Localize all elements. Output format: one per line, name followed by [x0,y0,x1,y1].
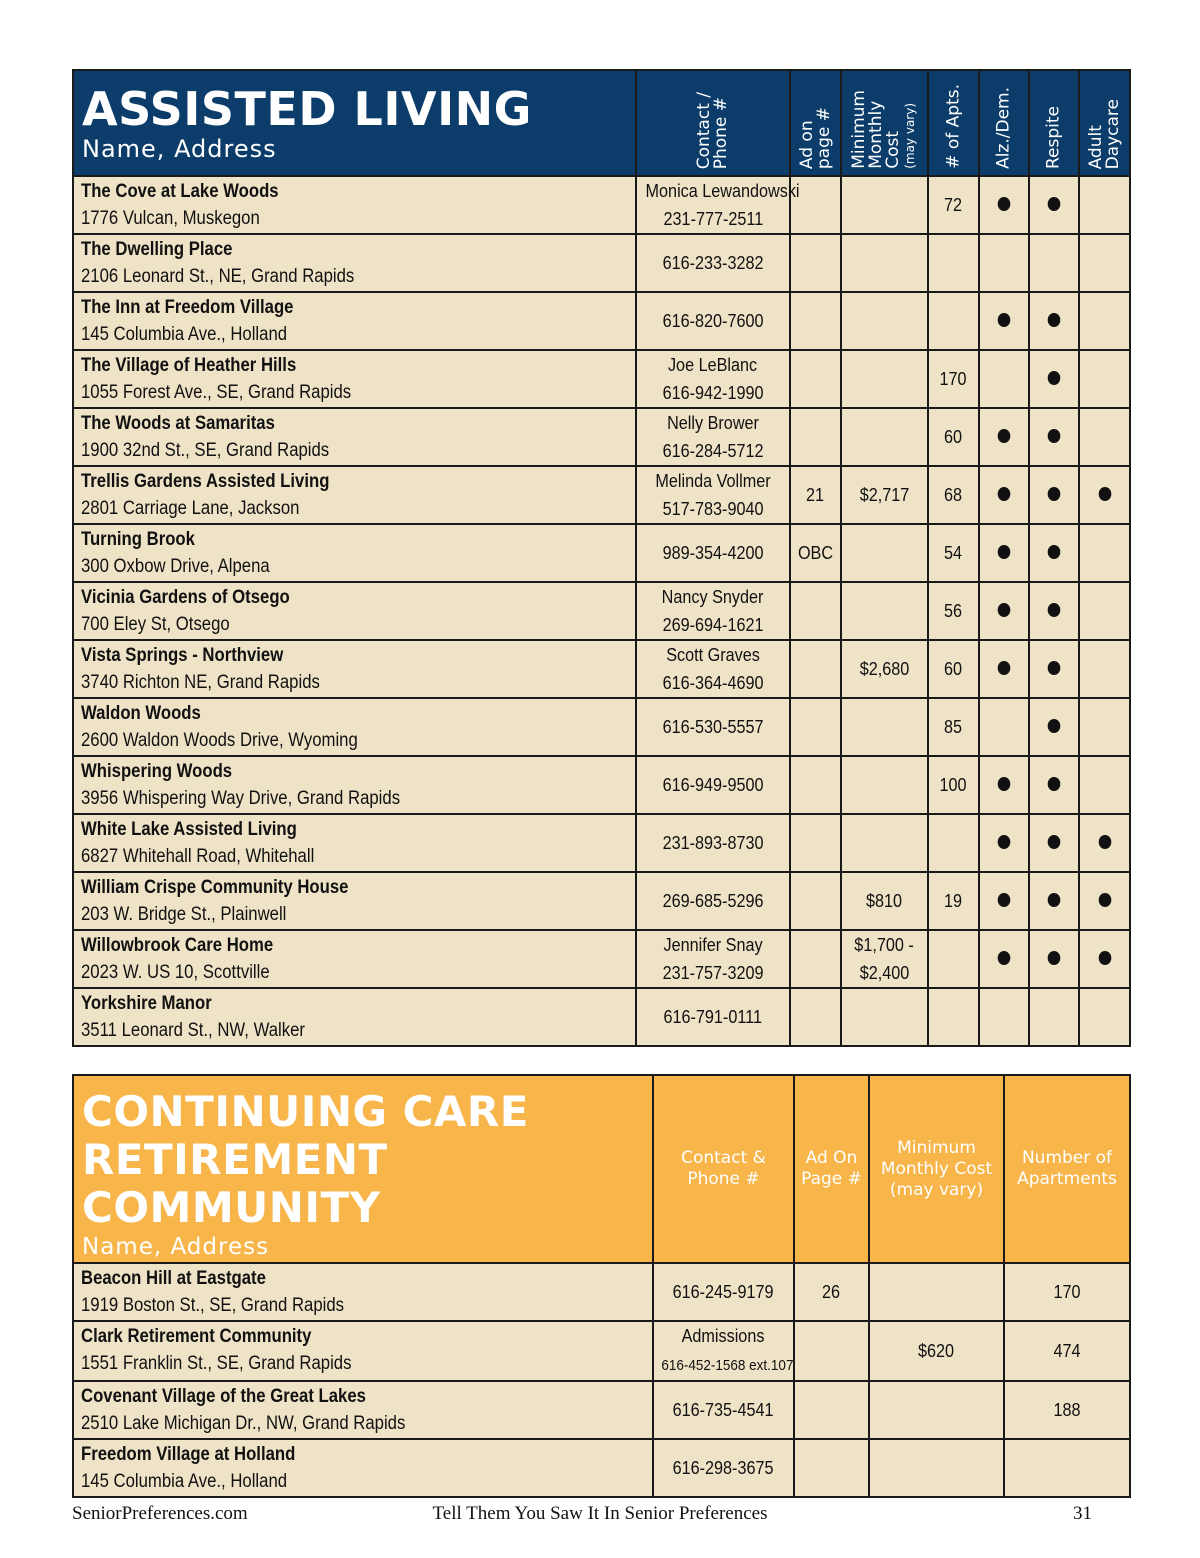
check-dot-icon [1048,487,1061,501]
facility-name: Waldon Woods [81,703,201,724]
contact-phone [636,292,790,350]
respite [1029,698,1079,756]
facility-address: 3511 Leonard St., NW, Walker [81,1020,305,1041]
phone-number: 231-757-3209 [662,963,764,983]
respite [1029,814,1079,872]
apts-value: 60 [944,659,963,679]
table-row [73,988,1130,1046]
check-dot-icon [998,951,1011,965]
facility-name: The Cove at Lake Woods [81,181,279,202]
check-dot-icon [1048,371,1061,385]
adult-daycare [1079,814,1130,872]
alz-dem [979,640,1029,698]
footer-website: SeniorPreferences.com [72,1503,248,1524]
apts-value: 188 [1053,1400,1081,1420]
cost-value: $810 [866,891,903,911]
contact-phone [636,350,790,408]
apts-value: 60 [944,427,963,447]
community-address: 145 Columbia Ave., Holland [81,1471,288,1492]
table-row [73,1381,1130,1439]
table-row [73,1321,1130,1381]
continuing-care-title-line1: CONTINUING CARE [82,1087,529,1136]
col-header-apts: # of Apts. [928,70,979,176]
min-monthly-cost [869,1439,1004,1497]
num-apts [928,234,979,292]
phone-number: 231-777-2511 [663,209,763,229]
col-header-ad-page: Ad on page # [790,70,841,176]
community-address: 1919 Boston St., SE, Grand Rapids [81,1295,345,1316]
continuing-care-subtitle: Name, Address [82,1234,270,1260]
facility-name-address [73,466,636,524]
alz-dem [979,756,1029,814]
check-dot-icon [998,777,1011,791]
min-monthly-cost [841,640,928,698]
ad-page [790,582,841,640]
min-monthly-cost [869,1321,1004,1381]
facility-address: 6827 Whitehall Road, Whitehall [81,846,315,867]
community-address: 2510 Lake Michigan Dr., NW, Grand Rapids [81,1413,406,1434]
adult-daycare [1079,930,1130,988]
num-apts [928,988,979,1046]
min-monthly-cost [869,1381,1004,1439]
table-row [73,698,1130,756]
alz-dem [979,524,1029,582]
cc-col-header-apts: Number of Apartments [1004,1075,1130,1263]
ad-page [790,350,841,408]
contact-phone [636,466,790,524]
phone-number: 616-233-3282 [662,253,764,273]
check-dot-icon [1048,719,1061,733]
ad-page [790,814,841,872]
table-row [73,930,1130,988]
facility-name: White Lake Assisted Living [81,819,297,840]
community-name-address [73,1263,653,1321]
contact-name: Admissions [682,1326,765,1346]
min-monthly-cost [841,292,928,350]
table-row [73,292,1130,350]
adult-daycare [1079,524,1130,582]
alz-dem [979,350,1029,408]
alz-dem [979,872,1029,930]
ad-page [790,466,841,524]
facility-name-address [73,408,636,466]
num-apts [928,582,979,640]
facility-name-address [73,350,636,408]
check-dot-icon [1048,429,1061,443]
assisted-living-subtitle: Name, Address [82,135,277,163]
adult-daycare [1079,582,1130,640]
facility-name-address [73,640,636,698]
num-apts [928,292,979,350]
check-dot-icon [998,603,1011,617]
alz-dem [979,408,1029,466]
num-apts [928,814,979,872]
ad-page [790,988,841,1046]
ad-page [794,1381,869,1439]
check-dot-icon [1048,893,1061,907]
contact-name: Scott Graves [666,645,760,665]
respite [1029,640,1079,698]
ad-page [790,930,841,988]
phone-number: 616-364-4690 [662,673,764,693]
cost-value: $1,700 - [854,935,915,955]
contact-name: Joe LeBlanc [668,355,758,375]
num-apartments [1004,1321,1130,1381]
facility-name-address [73,814,636,872]
ad-page [790,756,841,814]
col-header-min-cost: Minimum Monthly Cost (may vary) [841,70,928,176]
contact-phone [636,524,790,582]
check-dot-icon [1048,545,1061,559]
apts-value: 170 [1053,1282,1081,1302]
num-apts [928,524,979,582]
facility-name-address [73,988,636,1046]
ad-page [790,408,841,466]
assisted-living-table [72,69,1131,1047]
contact-phone [636,408,790,466]
adult-daycare [1079,176,1130,234]
min-monthly-cost [841,524,928,582]
community-name: Beacon Hill at Eastgate [81,1268,266,1289]
table-row [73,408,1130,466]
adult-daycare [1079,466,1130,524]
phone-number: 616-298-3675 [673,1458,774,1478]
check-dot-icon [1098,951,1111,965]
check-dot-icon [998,197,1011,211]
check-dot-icon [1098,487,1111,501]
alz-dem [979,698,1029,756]
ad-page [790,524,841,582]
ad-page-value: OBC [797,543,834,563]
cc-col-header-min-cost: Minimum Monthly Cost (may vary) [869,1075,1004,1263]
check-dot-icon [998,835,1011,849]
facility-name-address [73,698,636,756]
alz-dem [979,234,1029,292]
community-name-address [73,1321,653,1381]
respite [1029,292,1079,350]
ad-page [794,1321,869,1381]
apts-value: 68 [944,485,963,505]
min-monthly-cost [841,872,928,930]
respite [1029,988,1079,1046]
respite [1029,756,1079,814]
apts-value: 100 [939,775,968,795]
table-row [73,872,1130,930]
phone-number: 616-452-1568 ext.107 [661,1357,794,1374]
adult-daycare [1079,640,1130,698]
num-apts [928,930,979,988]
min-monthly-cost [841,582,928,640]
facility-address: 1776 Vulcan, Muskegon [81,208,260,229]
min-monthly-cost [841,350,928,408]
adult-daycare [1079,698,1130,756]
table-row [73,466,1130,524]
table-row [73,176,1130,234]
continuing-care-table [72,1074,1131,1498]
facility-address: 700 Eley St, Otsego [81,614,230,635]
facility-address: 2106 Leonard St., NE, Grand Rapids [81,266,355,287]
min-monthly-cost [841,756,928,814]
apts-value: 85 [944,717,963,737]
check-dot-icon [1048,951,1061,965]
facility-name: Whispering Woods [81,761,233,782]
col-header-daycare: Adult Daycare [1079,70,1130,176]
table-row [73,640,1130,698]
continuing-care-header [73,1075,1130,1263]
facility-name: The Inn at Freedom Village [81,297,294,318]
table-row [73,1263,1130,1321]
num-apts [928,698,979,756]
min-monthly-cost [869,1263,1004,1321]
facility-name-address [73,234,636,292]
facility-address: 145 Columbia Ave., Holland [81,324,288,345]
check-dot-icon [1048,777,1061,791]
contact-name: Monica Lewandowski [645,181,800,201]
ad-page [790,640,841,698]
contact-phone [636,698,790,756]
phone-number: 231-893-8730 [662,833,764,853]
facility-name: Willowbrook Care Home [81,935,274,956]
apts-value: 54 [944,543,963,563]
contact-name: Nelly Brower [667,413,759,433]
respite [1029,176,1079,234]
facility-address: 2801 Carriage Lane, Jackson [81,498,300,519]
contact-phone [636,814,790,872]
respite [1029,872,1079,930]
num-apts [928,872,979,930]
cost-value: $2,680 [859,659,910,679]
check-dot-icon [1048,197,1061,211]
page-number: 31 [1073,1503,1092,1524]
assisted-living-header [73,70,1130,176]
community-name: Clark Retirement Community [81,1326,312,1347]
assisted-living-title-cell [73,70,636,176]
col-header-respite: Respite [1029,70,1079,176]
table-row [73,814,1130,872]
phone-number: 269-685-5296 [662,891,764,911]
cost-value: $2,717 [859,485,910,505]
check-dot-icon [998,661,1011,675]
phone-number: 517-783-9040 [662,499,764,519]
facility-name-address [73,930,636,988]
table-row [73,756,1130,814]
num-apts [928,466,979,524]
facility-address: 1900 32nd St., SE, Grand Rapids [81,440,330,461]
adult-daycare [1079,292,1130,350]
contact-phone [653,1381,794,1439]
alz-dem [979,176,1029,234]
check-dot-icon [998,893,1011,907]
contact-phone [636,582,790,640]
phone-number: 616-942-1990 [662,383,764,403]
contact-phone [636,234,790,292]
respite [1029,930,1079,988]
min-monthly-cost [841,988,928,1046]
num-apts [928,408,979,466]
apts-value: 474 [1053,1341,1081,1361]
apts-value: 72 [944,195,963,215]
ad-page [794,1263,869,1321]
community-address: 1551 Franklin St., SE, Grand Rapids [81,1353,352,1374]
facility-address: 3740 Richton NE, Grand Rapids [81,672,320,693]
facility-name: The Woods at Samaritas [81,413,275,434]
num-apartments [1004,1381,1130,1439]
contact-name: Melinda Vollmer [655,471,771,491]
cost-value-2: $2,400 [859,963,910,983]
facility-name: William Crispe Community House [81,877,349,898]
facility-name: Vista Springs - Northview [81,645,284,666]
contact-phone [653,1439,794,1497]
respite [1029,234,1079,292]
num-apts [928,176,979,234]
phone-number: 616-791-0111 [663,1007,763,1027]
contact-phone [653,1263,794,1321]
facility-name: Turning Brook [81,529,195,550]
alz-dem [979,582,1029,640]
contact-phone [636,988,790,1046]
alz-dem [979,466,1029,524]
assisted-living-title: ASSISTED LIVING [82,82,532,136]
min-monthly-cost [841,814,928,872]
ad-page [790,234,841,292]
adult-daycare [1079,988,1130,1046]
facility-name-address [73,582,636,640]
ad-page [790,698,841,756]
phone-number: 989-354-4200 [662,543,764,563]
continuing-care-title-line2: RETIREMENT COMMUNITY [82,1135,388,1232]
table-row [73,524,1130,582]
respite [1029,524,1079,582]
adult-daycare [1079,872,1130,930]
alz-dem [979,988,1029,1046]
facility-name-address [73,292,636,350]
check-dot-icon [998,313,1011,327]
num-apts [928,756,979,814]
respite [1029,466,1079,524]
check-dot-icon [1048,835,1061,849]
ad-page [790,872,841,930]
facility-address: 2023 W. US 10, Scottville [81,962,270,983]
table-row [73,1439,1130,1497]
num-apartments [1004,1439,1130,1497]
facility-address: 300 Oxbow Drive, Alpena [81,556,270,577]
facility-address: 3956 Whispering Way Drive, Grand Rapids [81,788,401,809]
check-dot-icon [1048,313,1061,327]
contact-phone [636,872,790,930]
min-monthly-cost [841,930,928,988]
check-dot-icon [998,487,1011,501]
check-dot-icon [1098,893,1111,907]
continuing-care-title-cell [73,1075,653,1263]
cc-col-header-contact: Contact & Phone # [653,1075,794,1263]
alz-dem [979,814,1029,872]
contact-phone [653,1321,794,1381]
community-name: Freedom Village at Holland [81,1444,296,1465]
num-apts [928,350,979,408]
ad-page [794,1439,869,1497]
col-header-alz: Alz./Dem. [979,70,1029,176]
facility-name: Trellis Gardens Assisted Living [81,471,330,492]
cc-col-header-ad-page: Ad On Page # [794,1075,869,1263]
contact-phone [636,176,800,234]
facility-address: 203 W. Bridge St., Plainwell [81,904,287,925]
table-row [73,234,1130,292]
facility-address: 2600 Waldon Woods Drive, Wyoming [81,730,358,751]
alz-dem [979,930,1029,988]
cost-value: $620 [918,1341,955,1361]
apts-value: 170 [939,369,968,389]
check-dot-icon [1098,835,1111,849]
adult-daycare [1079,756,1130,814]
adult-daycare [1079,350,1130,408]
contact-phone [636,756,790,814]
min-monthly-cost [841,176,928,234]
community-name-address [73,1381,653,1439]
ad-page [790,292,841,350]
footer-tagline: Tell Them You Saw It In Senior Preferences [432,1503,768,1524]
apts-value: 19 [944,891,963,911]
respite [1029,408,1079,466]
facility-name: The Dwelling Place [81,239,233,260]
check-dot-icon [998,545,1011,559]
num-apartments [1004,1263,1130,1321]
ad-page-value: 21 [806,485,825,505]
adult-daycare [1079,234,1130,292]
check-dot-icon [1048,603,1061,617]
ad-page-value: 26 [822,1282,841,1302]
num-apts [928,640,979,698]
phone-number: 616-530-5557 [662,717,764,737]
contact-name: Nancy Snyder [662,587,764,607]
min-monthly-cost [841,698,928,756]
facility-name: Vicinia Gardens of Otsego [81,587,290,608]
table-row [73,582,1130,640]
respite [1029,582,1079,640]
min-monthly-cost [841,466,928,524]
check-dot-icon [998,429,1011,443]
contact-name: Jennifer Snay [663,935,763,955]
apts-value: 56 [944,601,963,621]
community-name: Covenant Village of the Great Lakes [81,1386,366,1407]
alz-dem [979,292,1029,350]
facility-name: Yorkshire Manor [81,993,212,1014]
min-monthly-cost [841,234,928,292]
facility-name: The Village of Heather Hills [81,355,297,376]
adult-daycare [1079,408,1130,466]
facility-address: 1055 Forest Ave., SE, Grand Rapids [81,382,352,403]
facility-name-address [73,524,636,582]
min-monthly-cost [841,408,928,466]
respite [1029,350,1079,408]
table-row [73,350,1130,408]
phone-number: 616-245-9179 [673,1282,774,1302]
phone-number: 616-284-5712 [662,441,764,461]
phone-number: 616-820-7600 [662,311,764,331]
facility-name-address [73,176,636,234]
contact-phone [636,640,790,698]
contact-phone [636,930,790,988]
check-dot-icon [1048,661,1061,675]
phone-number: 616-949-9500 [662,775,764,795]
facility-name-address [73,756,636,814]
col-header-contact: Contact / Phone # [636,70,790,176]
facility-name-address [73,872,636,930]
community-name-address [73,1439,653,1497]
phone-number: 616-735-4541 [673,1400,774,1420]
phone-number: 269-694-1621 [662,615,764,635]
